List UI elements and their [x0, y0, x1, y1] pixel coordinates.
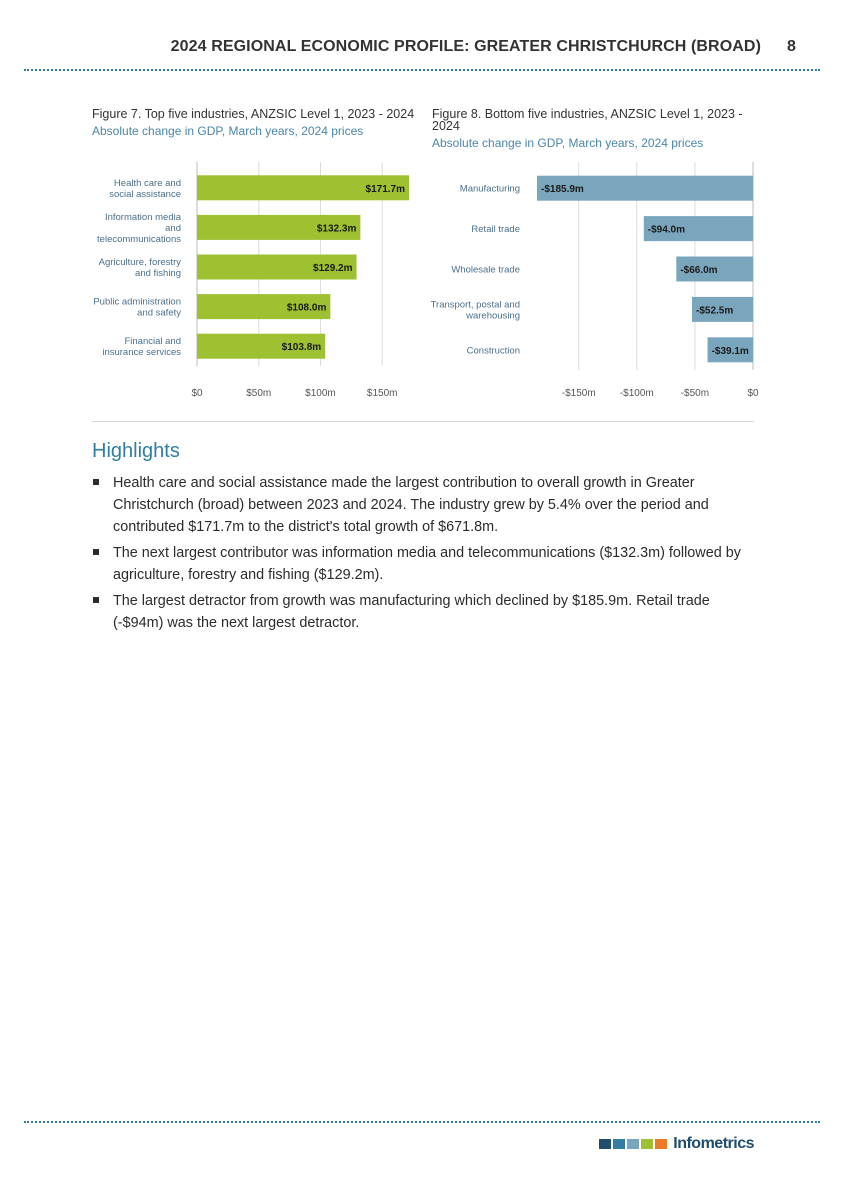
figure8-title-line2: 2024 — [432, 119, 460, 133]
figures-divider — [92, 421, 754, 422]
fig7-category-label: and safety — [137, 307, 181, 319]
fig7-tick-label: $50m — [246, 388, 272, 399]
fig7-category-label: and fishing — [135, 268, 181, 279]
fig8-data-label: -$185.9m — [541, 184, 584, 196]
fig7-tick-label: $100m — [305, 388, 336, 399]
infometrics-logo — [599, 1135, 754, 1153]
fig7-category-label: insurance services — [102, 347, 181, 359]
fig8-tick-label: $0 — [747, 388, 759, 399]
bullet-square-icon — [93, 597, 99, 603]
fig8-category-label: warehousing — [466, 310, 520, 322]
fig8-data-label: -$66.0m — [680, 265, 718, 276]
fig7-category-label: Information media — [104, 211, 181, 223]
fig7-category-label: Agriculture, forestry — [98, 257, 181, 268]
fig7-data-label: $171.7m — [365, 183, 405, 195]
footer-divider — [24, 1121, 820, 1123]
logo-square-icon — [627, 1139, 639, 1149]
fig8-category-label: Retail trade — [471, 224, 520, 236]
fig8-tick-label: -$100m — [619, 388, 654, 399]
fig8-data-label: -$52.5m — [695, 305, 734, 317]
fig8-data-label: -$39.1m — [711, 345, 749, 357]
fig8-category-label: Construction — [466, 345, 520, 357]
highlight-item — [92, 542, 752, 586]
fig7-category-label: telecommunications — [97, 233, 181, 245]
fig7-category-label: and — [165, 222, 181, 234]
highlight-item — [92, 472, 752, 538]
highlight-text: The next largest contributor was information media and telecommunications ($132.3m) followed by agriculture, forestry and fishing ($129.2m). — [113, 545, 741, 583]
figure8-subtitle: Absolute change in GDP, March years, 2024 prices — [432, 136, 704, 150]
fig7-tick-label: $150m — [366, 388, 398, 399]
highlights-list — [92, 472, 752, 638]
figure7-title: Figure 7. Top five industries, ANZSIC Level 1, 2023 - 2024 — [92, 107, 415, 121]
fig7-category-label: Public administration — [93, 296, 181, 308]
logo-square-icon — [613, 1139, 625, 1149]
bullet-square-icon — [93, 479, 99, 485]
logo-square-icon — [641, 1139, 653, 1149]
fig7-data-label: $103.8m — [281, 342, 322, 354]
fig8-category-label: Manufacturing — [459, 183, 520, 195]
fig7-category-label: social assistance — [109, 188, 181, 200]
highlights-heading: Highlights — [92, 440, 180, 462]
highlight-item — [92, 590, 752, 634]
fig8-category-label: Transport, postal and — [430, 299, 520, 311]
fig7-data-label: $132.3m — [316, 223, 357, 235]
fig7-tick-label: $0 — [191, 388, 203, 399]
fig7-category-label: Health care and — [113, 177, 181, 189]
logo-square-icon — [655, 1139, 667, 1149]
report-title: 2024 REGIONAL ECONOMIC PROFILE: GREATER CHRISTCHURCH (BROAD) — [170, 38, 761, 55]
fig8-data-label: -$94.0m — [647, 224, 686, 236]
fig7-data-label: $108.0m — [286, 302, 327, 314]
highlight-text: The largest detractor from growth was manufacturing which declined by $185.9m. Retail trade (-$94m) was the next largest detractor. — [113, 593, 710, 631]
fig8-tick-label: -$50m — [680, 388, 710, 399]
fig7-data-label: $129.2m — [313, 263, 353, 274]
logo-wordmark: Infometrics — [673, 1135, 754, 1152]
highlight-text: Health care and social assistance made the largest contribution to overall growth in Greater Christchurch (broad) between 2023 and 2024. The industry grew by 5.4% over the period and contributed $171.7m to the district's total growth of $671.8m. — [113, 475, 709, 535]
figure8-title-line1: Figure 8. Bottom five industries, ANZSIC Level 1, 2023 - — [432, 107, 743, 121]
figure7-subtitle: Absolute change in GDP, March years, 2024 prices — [92, 124, 364, 138]
logo-square-icon — [599, 1139, 611, 1149]
charts-canvas — [0, 0, 844, 420]
page-number: 8 — [787, 38, 796, 55]
bullet-square-icon — [93, 549, 99, 555]
fig8-category-label: Wholesale trade — [451, 264, 520, 276]
fig8-tick-label: -$150m — [561, 388, 596, 399]
fig7-category-label: Financial and — [124, 336, 181, 348]
